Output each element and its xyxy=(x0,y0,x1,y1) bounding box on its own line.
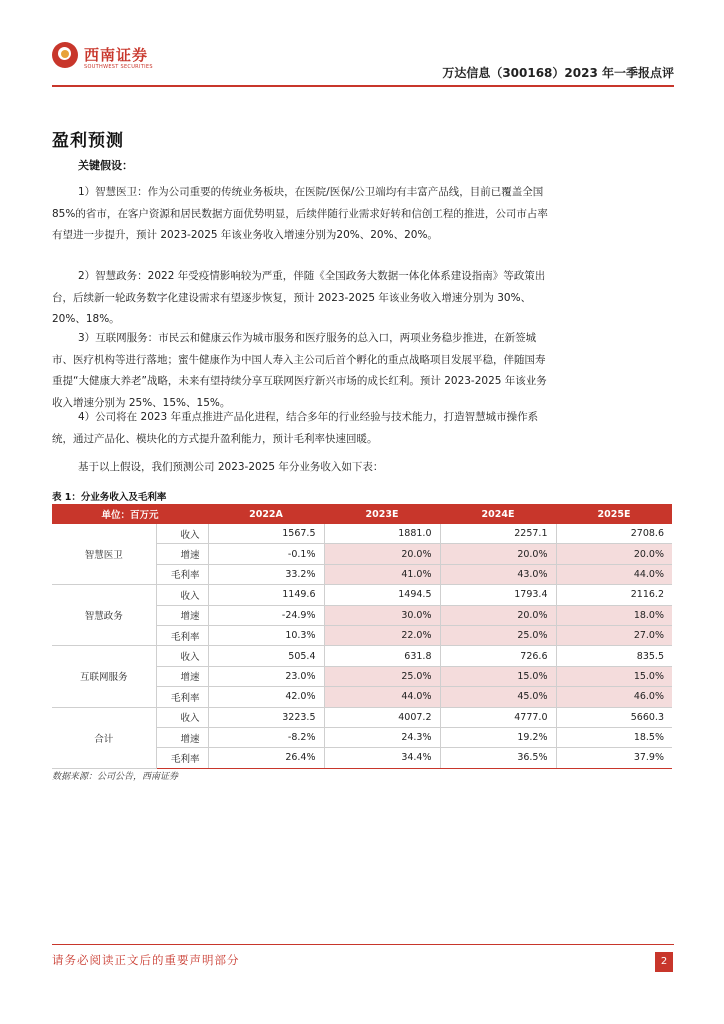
segment-revenue-table xyxy=(52,504,672,769)
section-title: 盈利预测 xyxy=(52,131,124,151)
table-cell: 5660.3 xyxy=(556,707,672,727)
table-cell-highlighted: 27.0% xyxy=(556,625,672,645)
table-cell-highlighted: 44.0% xyxy=(556,564,672,584)
paragraph-assumption-3: 3）互联网服务：市民云和健康云作为城市服务和医疗服务的总入口，两项业务稳步推进，在新签城市、医疗机构等进行落地；蜜牛健康作为中国人寿入主公司后首个孵化的重点战略项目发展平稳，伴随国寿重提“大健康大养老”战略，未来有望持续分享互联网医疗新兴市场的成长红利。预计 2023-2025 年该业务收入增速分别为 25%、15%、15%。 xyxy=(52,332,547,409)
table-cell: 37.9% xyxy=(556,748,672,768)
metric-label: 毛利率 xyxy=(156,564,208,584)
metric-label: 增速 xyxy=(156,544,208,564)
table-cell-highlighted: 44.0% xyxy=(324,687,440,707)
paragraph-summary: 基于以上假设，我们预测公司 2023-2025 年分业务收入如下表： xyxy=(78,461,384,473)
metric-label: 毛利率 xyxy=(156,748,208,768)
table-cell-highlighted: 41.0% xyxy=(324,564,440,584)
table-cell: 26.4% xyxy=(208,748,324,768)
paragraph-assumption-4: 4）公司将在 2023 年重点推进产品化进程，结合多年的行业经验与技术能力，打造智慧城市操作系统，通过产品化、模块化的方式提升盈利能力，预计毛利率快速回暖。 xyxy=(52,411,539,445)
table-cell: 36.5% xyxy=(440,748,556,768)
table-header-2024e: 2024E xyxy=(440,504,556,524)
table-row xyxy=(52,524,672,544)
table-cell: 42.0% xyxy=(208,687,324,707)
metric-label: 增速 xyxy=(156,605,208,625)
table-cell: 23.0% xyxy=(208,666,324,686)
metric-label: 收入 xyxy=(156,707,208,727)
table-header-unit: 单位：百万元 xyxy=(52,504,208,524)
paragraph-assumption-2: 2）智慧政务：2022 年受疫情影响较为严重，伴随《全国政务大数据一体化体系建设指南》等政策出台，后续新一轮政务数字化建设需求有望逐步恢复，预计 2023-2025 年该业务收入增速分别为 30%、20%、18%。 xyxy=(52,270,546,325)
table-header-2022a: 2022A xyxy=(208,504,324,524)
paragraph-assumption-1: 1）智慧医卫：作为公司重要的传统业务板块，在医院/医保/公卫端均有丰富产品线，目前已覆盖全国85%的省市，在客户资源和居民数据方面优势明显，后续伴随行业需求好转和信创工程的推进，公司市占率有望进一步提升，预计 2023-2025 年该业务收入增速分别为20%、20%、20%。 xyxy=(52,186,548,241)
table-cell-highlighted: 18.0% xyxy=(556,605,672,625)
footer-divider xyxy=(52,944,674,945)
table-cell: 33.2% xyxy=(208,564,324,584)
company-logo-icon xyxy=(52,42,78,68)
table-cell: 1881.0 xyxy=(324,524,440,544)
table-cell-highlighted: 46.0% xyxy=(556,687,672,707)
segment-name-medical: 智慧医卫 xyxy=(52,524,156,585)
table-cell: 19.2% xyxy=(440,727,556,747)
table-cell-highlighted: 15.0% xyxy=(440,666,556,686)
table-cell: 505.4 xyxy=(208,646,324,666)
table-row xyxy=(52,707,672,727)
table-cell-highlighted: 30.0% xyxy=(324,605,440,625)
report-title: 万达信息（300168）2023 年一季报点评 xyxy=(442,66,674,80)
table-source-note: 数据来源：公司公告，西南证券 xyxy=(52,772,179,782)
table-row xyxy=(52,646,672,666)
table-cell: 1793.4 xyxy=(440,585,556,605)
table-cell-highlighted: 20.0% xyxy=(440,544,556,564)
table-cell: 1567.5 xyxy=(208,524,324,544)
table-cell: 835.5 xyxy=(556,646,672,666)
footer-disclaimer: 请务必阅读正文后的重要声明部分 xyxy=(52,953,240,967)
table-cell: -0.1% xyxy=(208,544,324,564)
table-cell: 10.3% xyxy=(208,625,324,645)
metric-label: 增速 xyxy=(156,727,208,747)
metric-label: 收入 xyxy=(156,646,208,666)
table-cell: 4007.2 xyxy=(324,707,440,727)
table-cell: 2257.1 xyxy=(440,524,556,544)
metric-label: 收入 xyxy=(156,524,208,544)
table-cell-highlighted: 25.0% xyxy=(440,625,556,645)
table-header-2025e: 2025E xyxy=(556,504,672,524)
logo-name: 西南证券 xyxy=(84,46,149,64)
metric-label: 毛利率 xyxy=(156,687,208,707)
table-cell: 1494.5 xyxy=(324,585,440,605)
table-cell: 1149.6 xyxy=(208,585,324,605)
table-cell: 2708.6 xyxy=(556,524,672,544)
table-cell: 726.6 xyxy=(440,646,556,666)
table-cell: -8.2% xyxy=(208,727,324,747)
table-cell-highlighted: 45.0% xyxy=(440,687,556,707)
table-cell-highlighted: 20.0% xyxy=(440,605,556,625)
table-cell: 2116.2 xyxy=(556,585,672,605)
table-cell-highlighted: 20.0% xyxy=(324,544,440,564)
table-cell: 24.3% xyxy=(324,727,440,747)
metric-label: 毛利率 xyxy=(156,625,208,645)
table-caption: 表 1：分业务收入及毛利率 xyxy=(52,492,167,503)
key-assumptions-heading: 关键假设： xyxy=(78,159,133,172)
table-cell-highlighted: 20.0% xyxy=(556,544,672,564)
table-cell-highlighted: 25.0% xyxy=(324,666,440,686)
table-cell-highlighted: 22.0% xyxy=(324,625,440,645)
page-header xyxy=(52,40,674,84)
logo-subtitle: SOUTHWEST SECURITIES xyxy=(84,64,153,70)
segment-name-government: 智慧政务 xyxy=(52,585,156,646)
metric-label: 增速 xyxy=(156,666,208,686)
table-cell: -24.9% xyxy=(208,605,324,625)
table-cell-highlighted: 15.0% xyxy=(556,666,672,686)
table-cell: 3223.5 xyxy=(208,707,324,727)
table-cell: 34.4% xyxy=(324,748,440,768)
table-header-2023e: 2023E xyxy=(324,504,440,524)
table-row xyxy=(52,585,672,605)
table-cell: 4777.0 xyxy=(440,707,556,727)
table-cell-highlighted: 43.0% xyxy=(440,564,556,584)
table-header-row xyxy=(52,504,672,524)
table-cell: 631.8 xyxy=(324,646,440,666)
metric-label: 收入 xyxy=(156,585,208,605)
table-cell: 18.5% xyxy=(556,727,672,747)
page-number: 2 xyxy=(655,952,673,972)
segment-name-internet: 互联网服务 xyxy=(52,646,156,707)
header-divider xyxy=(52,85,674,87)
segment-name-total: 合计 xyxy=(52,707,156,768)
